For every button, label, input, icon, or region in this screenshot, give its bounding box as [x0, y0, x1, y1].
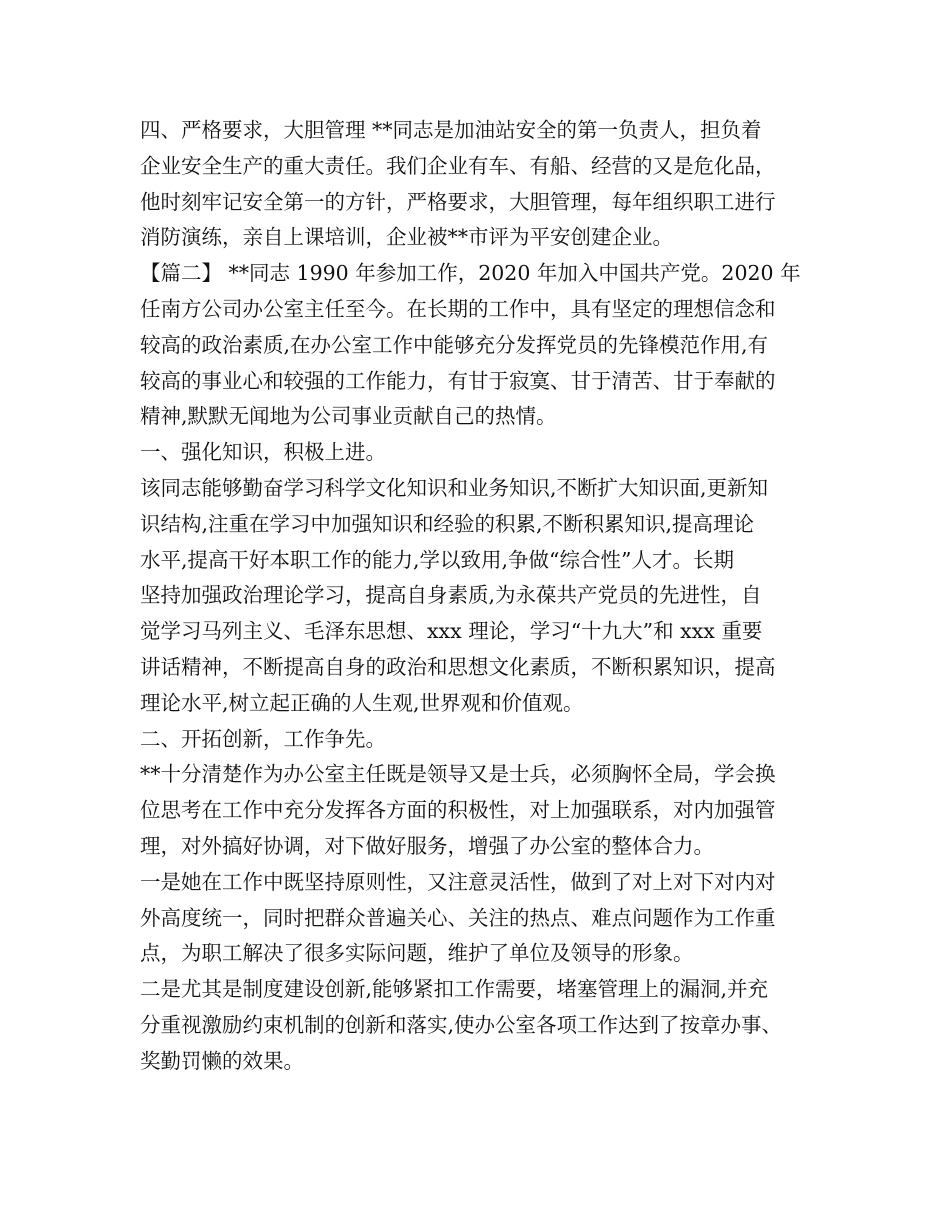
text-line: 水平,提高干好本职工作的能力,学以致用,争做“综合性”人才。长期 — [140, 547, 735, 572]
text-line: 理，对外搞好协调，对下做好服务，增强了办公室的整体合力。 — [140, 833, 714, 858]
text-line: 识结构,注重在学习中加强知识和经验的积累,不断积累知识,提高理论 — [140, 511, 755, 536]
text-line: 该同志能够勤奋学习科学文化知识和业务知识,不断扩大知识面,更新知 — [140, 475, 769, 500]
text-line: 奖勤罚懒的效果。 — [140, 1048, 304, 1073]
text-line: 较高的事业心和较强的工作能力，有甘于寂寞、甘于清苦、甘于奉献的 — [140, 368, 776, 393]
document-body — [140, 113, 820, 1080]
text-line: 较高的政治素质,在办公室工作中能够充分发挥党员的先锋模范作用,有 — [140, 332, 769, 357]
text-line: 精神,默默无闻地为公司事业贡献自己的热情。 — [140, 404, 557, 429]
text-line: 觉学习马列主义、毛泽东思想、xxx 理论，学习“十九大”和 xxx 重要 — [140, 619, 763, 644]
text-line: 讲话精神，不断提高自身的政治和思想文化素质，不断积累知识，提高 — [140, 654, 776, 679]
text-line: 一是她在工作中既坚持原则性，又注意灵活性，做到了对上对下对内对 — [140, 869, 776, 894]
text-line: 理论水平,树立起正确的人生观,世界观和价值观。 — [140, 690, 584, 715]
text-line: 点，为职工解决了很多实际问题，维护了单位及领导的形象。 — [140, 941, 694, 966]
text-line: **十分清楚作为办公室主任既是领导又是士兵，必须胸怀全局，学会换 — [140, 762, 776, 787]
text-line: 他时刻牢记安全第一的方针，严格要求，大胆管理，每年组织职工进行 — [140, 189, 776, 214]
text-line: 位思考在工作中充分发挥各方面的积极性，对上加强联系，对内加强管 — [140, 798, 776, 823]
text-line: 二、开拓创新，工作争先。 — [140, 726, 386, 751]
text-line: 外高度统一，同时把群众普遍关心、关注的热点、难点问题作为工作重 — [140, 905, 776, 930]
text-line: 分重视激励约束机制的创新和落实,使办公室各项工作达到了按章办事、 — [140, 1012, 783, 1037]
text-line: 二是尤其是制度建设创新,能够紧扣工作需要，堵塞管理上的漏洞,并充 — [140, 977, 769, 1002]
text-line: 【篇二】 **同志 1990 年参加工作，2020 年加入中国共产党。2020 年 — [140, 261, 801, 286]
text-line: 四、严格要求，大胆管理 **同志是加油站安全的第一负责人，担负着 — [140, 118, 762, 142]
text-line: 坚持加强政治理论学习，提高自身素质,为永葆共产党员的先进性，自 — [140, 583, 762, 608]
text-line: 消防演练，亲自上课培训，企业被**市评为平安创建企业。 — [140, 225, 673, 250]
text-line: 企业安全生产的重大责任。我们企业有车、有船、经营的又是危化品， — [140, 153, 776, 178]
text-line: 任南方公司办公室主任至今。在长期的工作中，具有坚定的理想信念和 — [140, 296, 776, 321]
text-line: 一、强化知识，积极上进。 — [140, 440, 386, 465]
